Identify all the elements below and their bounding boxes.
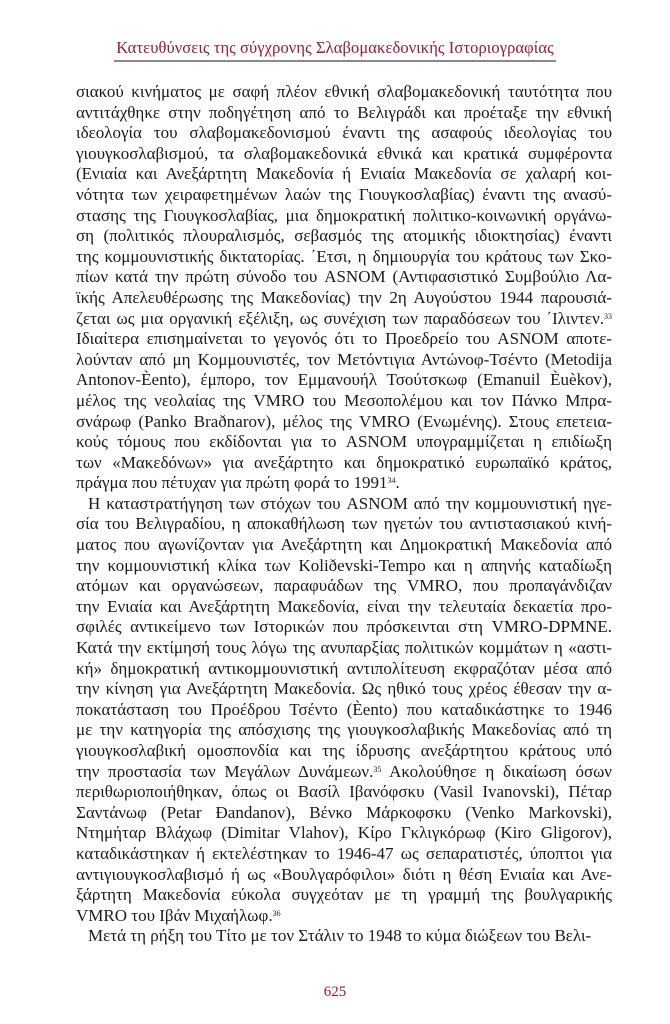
text-line (76, 453, 612, 474)
text-line (76, 597, 612, 618)
line-text: γιουγκοσλαβική ομοσπονδία και της ίδρυσης ανεξάρτητου κράτους υπό (76, 741, 612, 760)
line-text: VMRO του Ιβάν Μιχαήλωφ. (76, 905, 273, 925)
text-line (76, 494, 612, 515)
text-line (76, 391, 612, 412)
text-line (76, 803, 612, 824)
text-line (76, 103, 612, 124)
line-text: ξάρτητη Μακεδονία εύκολα συγχεόταν με τη γραμμή της βουλγαρικής (76, 885, 612, 905)
line-text: την Ενιαία και Ανεξάρτητη Μακεδονία, είναι την τελευταία δεκαετία προ- (76, 596, 612, 616)
line-text: την κίνηση για Ανεξάρτητη Μακεδονία. Ως ηθικό τους χρέος έθεσαν την α- (76, 679, 612, 699)
text-line (76, 329, 612, 350)
line-text: πίων κατά την πρώτη σύνοδο του ASNOM (Αντιφασιστικό Συμβούλιο Λα- (76, 267, 612, 287)
line-text: με την κατηγορία της απόσχισης της γιουγκοσλαβικής Μακεδονίας από τη (76, 720, 612, 740)
text-line (76, 906, 612, 927)
line-text: γιουγκοσλαβισμού, τα σλαβομακεδονικά εθνικά και κρατικά συμφέροντα (76, 143, 612, 163)
text-line (76, 762, 612, 783)
body-text (76, 82, 612, 947)
line-text: ζεται ως μια οργανική εξέλιξη, ως συνέχιση των παραδόσεων του ΄Ιλιντεν. (76, 308, 604, 328)
text-line (76, 164, 612, 185)
text-line (76, 844, 612, 865)
text-line (76, 782, 612, 803)
line-text: ατόμων και οργανώσεων, παραφυάδων της VMRO, που προπαγάνδιζαν (76, 576, 612, 596)
text-line (76, 309, 612, 330)
line-text: νότητα των χειραφετημένων λαών της Γιουγκοσλαβίας) έναντι της ανασύ- (76, 184, 612, 204)
text-line (76, 123, 612, 144)
text-line (76, 556, 612, 577)
line-text: Ιδιαίτερα επισημαίνεται το γεγονός ότι το Προεδρείο του ASNOM αποτε- (76, 329, 612, 349)
text-line (76, 185, 612, 206)
line-text: ιδεολογία του σλαβομακεδονισμού έναντι της ασαφούς ιδεολογίας του (76, 123, 612, 143)
text-line (76, 206, 612, 227)
line-text: Η καταστρατήγηση των στόχων του ASNOM από την κομμουνιστική ηγε- (88, 493, 612, 513)
line-text: μέλος της νεολαίας της VMRO του Μεσοπολέμου και τον Πάνκο Μπρα- (76, 390, 612, 410)
text-line (76, 288, 612, 309)
text-line (76, 741, 612, 762)
footnote-marker[interactable]: 34 (387, 476, 396, 486)
text-line (76, 267, 612, 288)
text-line (76, 350, 612, 371)
line-text: την κομμουνιστική κλίκα των Koliðevski-Tempo και η απηνής καταδίωξη (76, 555, 612, 575)
text-line (76, 700, 612, 721)
text-line (76, 926, 612, 947)
text-line (76, 576, 612, 597)
text-line (76, 617, 612, 638)
text-line (76, 659, 612, 680)
line-text: σία του Βελιγραδίου, η αποκαθήλωση των ηγετών του αντιστασιακού κινή- (76, 514, 612, 534)
line-text: Antonov-Èento), έμπορο, τον Εμμανουήλ Τσούτσκωφ (Emanuil Èuèkov), (76, 370, 612, 390)
line-text: περιθωριοποιήθηκαν, όπως οι Βασίλ Ιβανόφσκυ (Vasil Ivanovski), Πέταρ (76, 782, 612, 802)
line-text: σνάρωφ (Panko Braðnarov), μέλος της VMRO (Ενωμένης). Στους επετεια- (76, 411, 612, 431)
line-text: σφιλές αντικείμενο των Ιστορικών που πρόσκεινται στη VMRO-DPMNE. (76, 617, 612, 637)
text-line (76, 144, 612, 165)
line-text-after-footnote: Ακολούθησε η δικαίωση όσων (381, 761, 612, 781)
text-line (76, 226, 612, 247)
footnote-marker[interactable]: 36 (272, 908, 281, 918)
line-text: των «Μακεδόνων» για ανεξάρτητο και δημοκρατικό ευρωπαϊκό κράτος, (76, 452, 612, 472)
text-line (76, 247, 612, 268)
text-line (76, 885, 612, 906)
text-line (76, 823, 612, 844)
footnote-marker[interactable]: 35 (373, 764, 382, 774)
line-text: στασης της Γιουγκοσλαβίας, μια δημοκρατική πολιτικο-κοινωνική οργάνω- (76, 205, 612, 225)
text-line (76, 865, 612, 886)
text-line (76, 370, 612, 391)
line-text: Μετά τη ρήξη του Τίτο με τον Στάλιν το 1948 το κύμα διώξεων του Βελι- (88, 926, 592, 946)
line-text: κούς τόμους που εκδίδονται για το ASNOM υπογραμμίζεται η επιδίωξη (76, 432, 612, 452)
line-text: (Ενιαία και Ανεξάρτητη Μακεδονία ή Ενιαία Μακεδονία σε χαλαρή κοι- (76, 164, 612, 184)
line-text: πράγμα που πέτυχαν για πρώτη φορά το 1991 (76, 473, 388, 493)
line-text: καταδικάστηκαν ή εκτελέστηκαν το 1946-47 ως σεπαρατιστές, ύποπτοι για (76, 843, 612, 863)
text-line (76, 514, 612, 535)
footnote-marker[interactable]: 33 (604, 311, 612, 321)
line-text: της κομμουνιστικής δικτατορίας. ΄Ετσι, η δημιουργία του κράτους των Σκο- (76, 246, 612, 266)
text-line (76, 473, 612, 494)
running-header (0, 38, 670, 62)
line-text: Κατά την εκτίμησή τους λόγω της ανυπαρξίας πολιτικών κομμάτων η «αστι- (76, 638, 612, 658)
text-line (76, 82, 612, 103)
page-number: 625 (323, 984, 347, 1000)
text-line (76, 679, 612, 700)
text-line (76, 638, 612, 659)
line-text: την προστασία των Μεγάλων Δυνάμεων. (76, 761, 374, 781)
running-header-title: Κατευθύνσεις της σύγχρονης Σλαβομακεδονικής Ιστοριογραφίας (114, 38, 555, 62)
line-text: Σαντάνωφ (Petar Ðandanov), Βένκο Μάρκοφσκυ (Venko Markovski), (76, 802, 612, 822)
paragraph (76, 926, 612, 947)
line-text: ποκατάσταση του Προέδρου Τσέντο (Èento) που καταδικάστηκε το 1946 (76, 699, 612, 719)
line-text: ματος που αγωνίζονταν για Ανεξάρτητη και Δημοκρατική Μακεδονία από (76, 535, 612, 555)
text-line (76, 720, 612, 741)
line-text: κή» δημοκρατική αντικομμουνιστική αντιπολίτευση εκφραζόταν μέσα από (76, 658, 612, 678)
line-text: Ντημήταρ Βλάχωφ (Dimitar Vlahov), Κίρο Γκλιγκόρωφ (Kiro Gligorov), (76, 823, 612, 843)
text-line (76, 432, 612, 453)
line-text: σιακού κινήματος με σαφή πλέον εθνική σλαβομακεδονική ταυτότητα που (76, 82, 612, 101)
line-text: αντιτάχθηκε στην ποδηγέτηση από το Βελιγράδι και προέταξε την εθνική (76, 102, 612, 122)
paragraph (76, 494, 612, 926)
line-text-after-footnote: . (395, 473, 400, 493)
line-text: ϊκής Απελευθέρωσης της Μακεδονίας) την 2η Αυγούστου 1944 παρουσιά- (76, 287, 612, 307)
text-line (76, 535, 612, 556)
line-text: αντιγιουγκοσλαβισμό ή ως «Βουλγαρόφιλοι» διότι η θέση Ενιαία και Ανε- (76, 864, 612, 884)
line-text: λούνταν από μη Κομμουνιστές, τον Μετόντιγια Αντώνοφ-Τσέντο (Metodija (76, 349, 612, 369)
line-text: ση (πολιτικός πλουραλισμός, σεβασμός της ατομικής ιδιοκτησίας) έναντι (76, 226, 612, 246)
paragraph (76, 82, 612, 494)
text-line (76, 412, 612, 433)
